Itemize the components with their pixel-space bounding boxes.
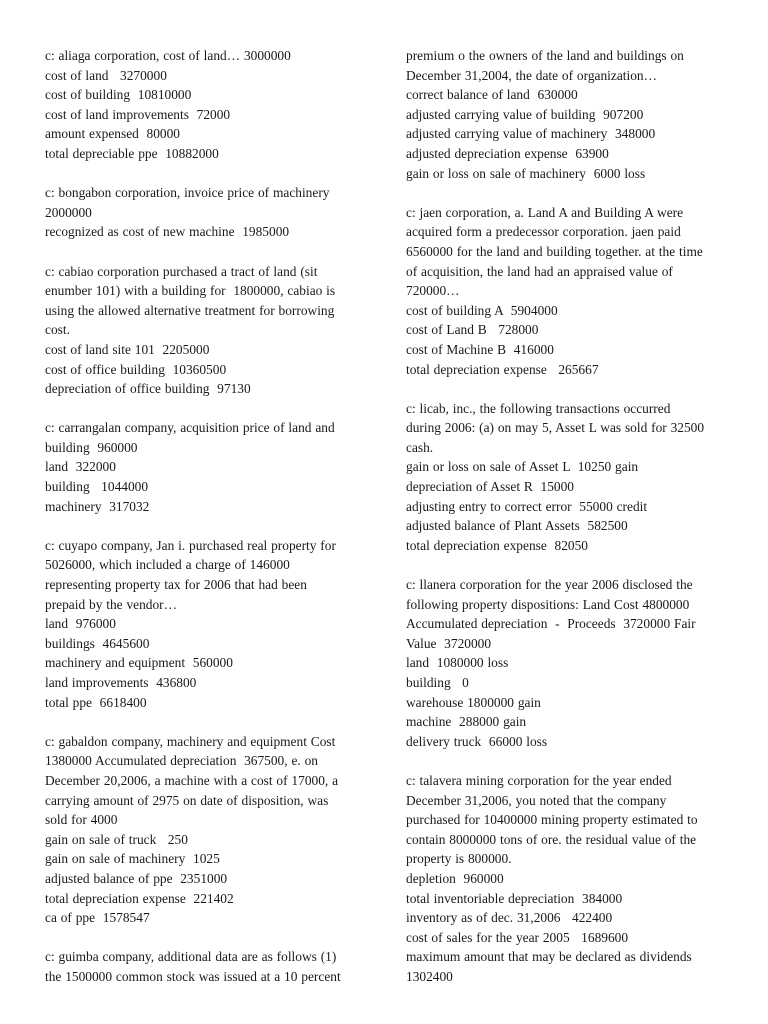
text-line: gain on sale of machinery 1025	[45, 851, 220, 867]
left-column	[45, 46, 363, 1006]
text-line: Accumulated depreciation - Proceeds 3720000 Fair	[406, 616, 696, 632]
text-line: December 20,2006, a machine with a cost of 17000, a	[45, 772, 339, 788]
text-line: inventory as of dec. 31,2006 422400	[406, 910, 613, 926]
text-line: cost of land 3270000	[45, 67, 167, 83]
text-line: machinery and equipment 560000	[45, 655, 233, 671]
text-line: land 976000	[45, 616, 116, 632]
text-line: machine 288000 gain	[406, 714, 527, 730]
text-line: total depreciation expense 265667	[406, 361, 599, 377]
text-block	[45, 262, 363, 399]
text-line: adjusted depreciation expense 63900	[406, 145, 609, 161]
text-line: 6560000 for the land and building together. at the time	[406, 243, 703, 259]
text-block	[406, 399, 724, 556]
text-line: cost of Machine B 416000	[406, 341, 554, 357]
text-line: adjusted balance of ppe 2351000	[45, 870, 228, 886]
text-line: Value 3720000	[406, 635, 492, 651]
text-line: December 31,2004, the date of organization…	[406, 67, 658, 83]
text-line: 720000…	[406, 283, 460, 299]
text-line: land improvements 436800	[45, 675, 197, 690]
text-line: cost of sales for the year 2005 1689600	[406, 929, 629, 945]
text-line: depreciation of Asset R 15000	[406, 479, 574, 495]
text-line: cost of building A 5904000	[406, 302, 558, 318]
block-heading-line: c: cabiao corporation purchased a tract of land (sit	[45, 263, 318, 279]
text-line: adjusted carrying value of machinery 348000	[406, 126, 656, 142]
text-line: carrying amount of 2975 on date of disposition, was	[45, 792, 329, 808]
text-line: total ppe 6618400	[45, 694, 147, 710]
text-line: 1380000 Accumulated depreciation 367500, e. on	[45, 753, 318, 769]
text-line: cost.	[45, 322, 70, 338]
text-block	[45, 46, 363, 164]
block-heading-line: c: carrangalan company, acquisition price of land and	[45, 420, 335, 436]
block-heading-line: c: bongabon corporation, invoice price of machinery	[45, 185, 330, 201]
block-heading-line: c: licab, inc., the following transactions occurred	[406, 400, 671, 416]
text-block	[406, 771, 724, 987]
text-line: cash.	[406, 439, 434, 455]
text-line: machinery 317032	[45, 498, 150, 514]
text-line: total depreciable ppe 10882000	[45, 145, 219, 161]
text-line: using the allowed alternative treatment for borrowing	[45, 302, 335, 318]
text-line: amount expensed 80000	[45, 126, 181, 142]
text-line: building 960000	[45, 439, 138, 455]
block-heading-line: c: jaen corporation, a. Land A and Building A were	[406, 204, 684, 220]
text-line: prepaid by the vendor…	[45, 596, 178, 612]
text-line: land 322000	[45, 459, 116, 475]
text-line: cost of building 10810000	[45, 87, 192, 103]
block-heading-line: c: cuyapo company, Jan i. purchased real property for	[45, 537, 336, 553]
text-line: gain or loss on sale of machinery 6000 loss	[406, 165, 646, 181]
text-line: the 1500000 common stock was issued at a 10 percent	[45, 968, 341, 984]
block-heading-line: c: gabaldon company, machinery and equipment Cost	[45, 733, 336, 749]
text-line: gain or loss on sale of Asset L 10250 gain	[406, 459, 639, 475]
text-line: building 1044000	[45, 479, 149, 495]
text-block	[406, 203, 724, 379]
text-line: cost of Land B 728000	[406, 322, 539, 338]
text-line: adjusted carrying value of building 907200	[406, 106, 644, 122]
text-line: 5026000, which included a charge of 146000	[45, 557, 290, 573]
text-line: land 1080000 loss	[406, 655, 509, 671]
text-line: acquired form a predecessor corporation. jaen paid	[406, 224, 681, 240]
text-line: contain 8000000 tons of ore. the residual value of the	[406, 831, 697, 847]
text-line: adjusting entry to correct error 55000 credit	[406, 498, 648, 514]
text-line: adjusted balance of Plant Assets 582500	[406, 518, 628, 534]
text-line: building 0	[406, 675, 469, 690]
text-line: maximum amount that may be declared as dividends	[406, 949, 692, 965]
text-line: of acquisition, the land had an appraised value of	[406, 263, 673, 279]
text-block	[45, 732, 363, 928]
text-line: cost of land site 101 2205000	[45, 341, 210, 357]
text-line: during 2006: (a) on may 5, Asset L was sold for 32500	[406, 420, 705, 436]
block-heading-line: c: talavera mining corporation for the year ended	[406, 772, 672, 788]
text-line: correct balance of land 630000	[406, 87, 578, 103]
text-line: property is 800000.	[406, 851, 512, 867]
block-heading-line: c: llanera corporation for the year 2006 disclosed the	[406, 577, 693, 593]
text-line: December 31,2006, you noted that the company	[406, 792, 667, 808]
text-block	[45, 418, 363, 516]
text-block	[406, 46, 724, 183]
block-heading-line: premium o the owners of the land and buildings on	[406, 48, 684, 63]
text-block	[406, 575, 724, 751]
text-line: buildings 4645600	[45, 635, 150, 651]
text-line: recognized as cost of new machine 1985000	[45, 224, 290, 240]
text-line: following property dispositions: Land Cost 4800000	[406, 596, 690, 612]
text-line: total inventoriable depreciation 384000	[406, 890, 623, 906]
text-line: warehouse 1800000 gain	[406, 694, 541, 710]
text-line: cost of office building 10360500	[45, 361, 227, 377]
text-line: gain on sale of truck 250	[45, 831, 188, 847]
text-line: total depreciation expense 82050	[406, 537, 588, 553]
text-line: 2000000	[45, 204, 92, 220]
text-line: ca of ppe 1578547	[45, 910, 150, 926]
text-line: enumber 101) with a building for 1800000, cabiao is	[45, 283, 336, 299]
text-line: cost of land improvements 72000	[45, 106, 231, 122]
block-heading-line: c: guimba company, additional data are as follows (1)	[45, 949, 337, 965]
text-line: depreciation of office building 97130	[45, 381, 251, 397]
text-block	[45, 947, 363, 986]
text-line: 1302400	[406, 968, 453, 984]
right-column	[406, 46, 724, 1006]
text-line: depletion 960000	[406, 870, 504, 886]
text-line: delivery truck 66000 loss	[406, 733, 548, 749]
text-line: total depreciation expense 221402	[45, 890, 234, 906]
text-line: representing property tax for 2006 that had been	[45, 577, 307, 593]
text-block	[45, 183, 363, 242]
text-block	[45, 536, 363, 712]
text-line: sold for 4000	[45, 812, 118, 828]
block-heading-line: c: aliaga corporation, cost of land… 3000000	[45, 48, 291, 63]
text-line: purchased for 10400000 mining property estimated to	[406, 812, 698, 828]
